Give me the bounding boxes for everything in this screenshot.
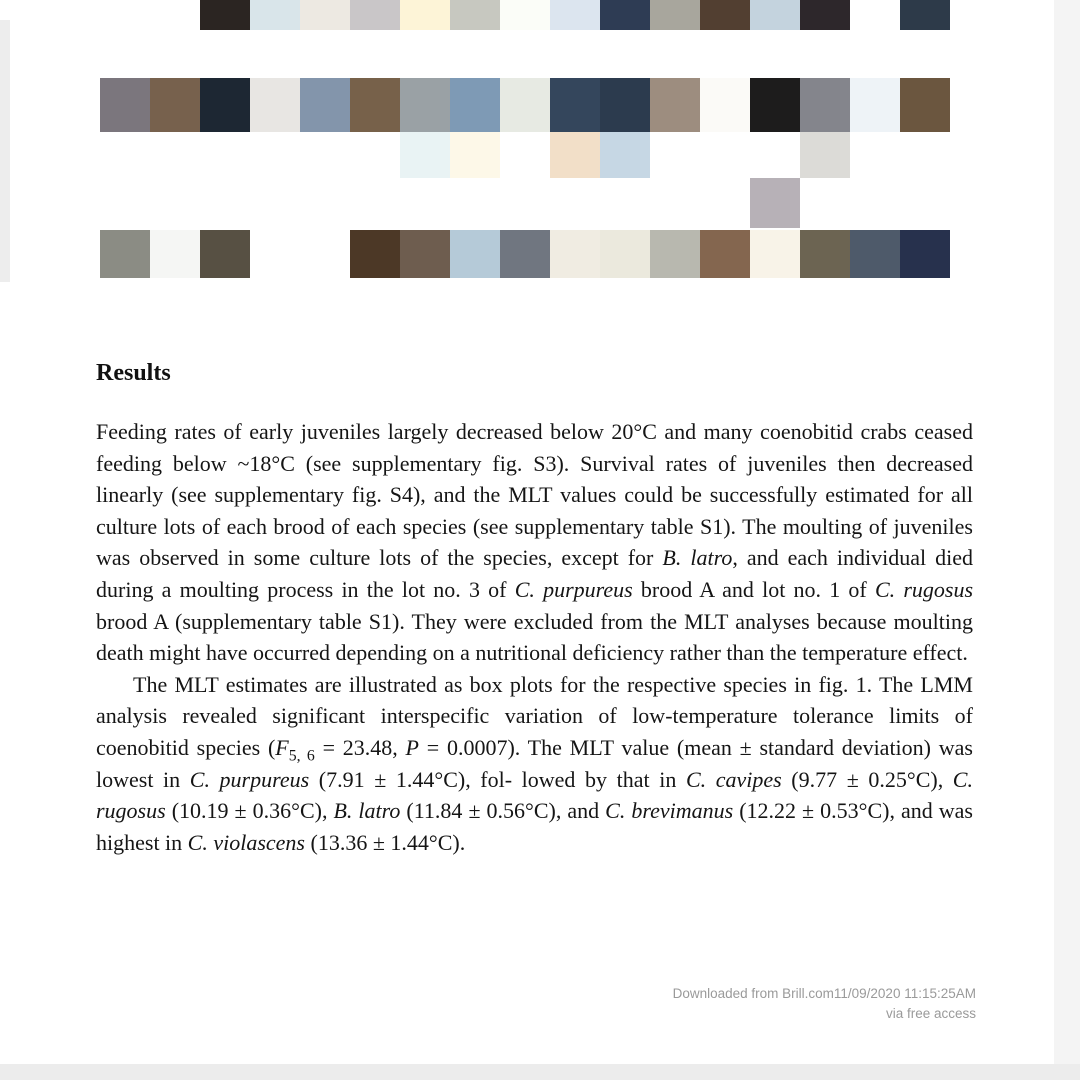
scan-edge-right	[1054, 0, 1080, 1064]
scan-edge-bottom	[0, 1064, 1080, 1080]
figure-cell	[100, 78, 150, 132]
figure-cell	[200, 78, 250, 132]
figure-cell	[250, 0, 300, 30]
figure-cell	[700, 0, 750, 30]
body-text	[96, 416, 973, 858]
figure-cell	[300, 78, 350, 132]
figure-cell	[750, 0, 800, 30]
figure-cell	[650, 78, 700, 132]
figure-cell	[900, 230, 950, 278]
figure-cell	[500, 230, 550, 278]
figure-cell	[750, 230, 800, 278]
figure-cell	[400, 78, 450, 132]
figure-cell	[0, 20, 10, 282]
figure-cell	[350, 0, 400, 30]
paragraph-mlt-estimates: The MLT estimates are illustrated as box plots for the respective species in fig. 1. The LMM analysis revealed significant interspecific variation of low-temperature tolerance limits of coenobitid species ($F_{5, 6} = 23.48$, P = 0.0007). The MLT value (mean ± standard deviation) was lowest in C. purpureus (7.91 ± 1.44°C), fol- lowed by that in C. cavipes (9.77 ± 0.25°C), C. rugosus (10.19 ± 0.36°C), B. latro (11.84 ± 0.56°C), and C. brevimanus (12.22 ± 0.53°C), and was highest in C. violascens (13.36 ± 1.44°C).	[96, 671, 973, 855]
pixelated-figure	[0, 0, 1056, 290]
figure-cell	[650, 230, 700, 278]
figure-cell	[450, 78, 500, 132]
figure-cell	[750, 178, 800, 228]
figure-cell	[150, 78, 200, 132]
figure-cell	[600, 230, 650, 278]
figure-cell	[450, 0, 500, 30]
figure-cell	[800, 78, 850, 132]
figure-cell	[550, 132, 600, 178]
download-source-line: Downloaded from Brill.com11/09/2020 11:15:25AM	[672, 986, 976, 1001]
figure-cell	[800, 230, 850, 278]
figure-cell	[500, 0, 550, 30]
figure-cell	[450, 132, 500, 178]
figure-cell	[900, 0, 950, 30]
results-heading: Results	[96, 360, 171, 386]
figure-cell	[400, 132, 450, 178]
figure-cell	[100, 230, 150, 278]
download-attribution	[673, 984, 976, 1024]
figure-cell	[850, 78, 900, 132]
figure-cell	[300, 0, 350, 30]
figure-cell	[200, 0, 250, 30]
access-type-line: via free access	[885, 1006, 976, 1021]
figure-cell	[350, 78, 400, 132]
paragraph-feeding-rates: Feeding rates of early juveniles largely decreased below 20°C and many coenobitid crabs ceased feeding below ~18°C (see supplementary fig. S3). Survival rates of juveniles then decreased linearly (see supplementary fig. S4), and the MLT values could be successfully estimated for all culture lots of each brood of each species (see supplementary table S1). The moulting of juveniles was observed in some culture lots of the species, except for B. latro, and each individual died during a moulting process in the lot no. 3 of C. purpureus brood A and lot no. 1 of C. rugosus brood A (supplementary table S1). They were excluded from the MLT analyses because moulting death might have occurred depending on a nutritional deficiency rather than the temperature effect.	[96, 419, 974, 666]
figure-cell	[450, 230, 500, 278]
figure-cell	[600, 132, 650, 178]
figure-cell	[600, 78, 650, 132]
figure-cell	[550, 78, 600, 132]
figure-cell	[500, 78, 550, 132]
figure-cell	[350, 230, 400, 278]
figure-cell	[750, 78, 800, 132]
figure-cell	[150, 230, 200, 278]
figure-cell	[400, 0, 450, 30]
figure-cell	[900, 78, 950, 132]
figure-cell	[600, 0, 650, 30]
figure-cell	[550, 230, 600, 278]
figure-cell	[850, 230, 900, 278]
figure-cell	[700, 78, 750, 132]
figure-cell	[550, 0, 600, 30]
figure-cell	[400, 230, 450, 278]
figure-cell	[250, 78, 300, 132]
figure-cell	[650, 0, 700, 30]
figure-cell	[200, 230, 250, 278]
figure-cell	[800, 0, 850, 30]
figure-cell	[800, 132, 850, 178]
figure-cell	[700, 230, 750, 278]
